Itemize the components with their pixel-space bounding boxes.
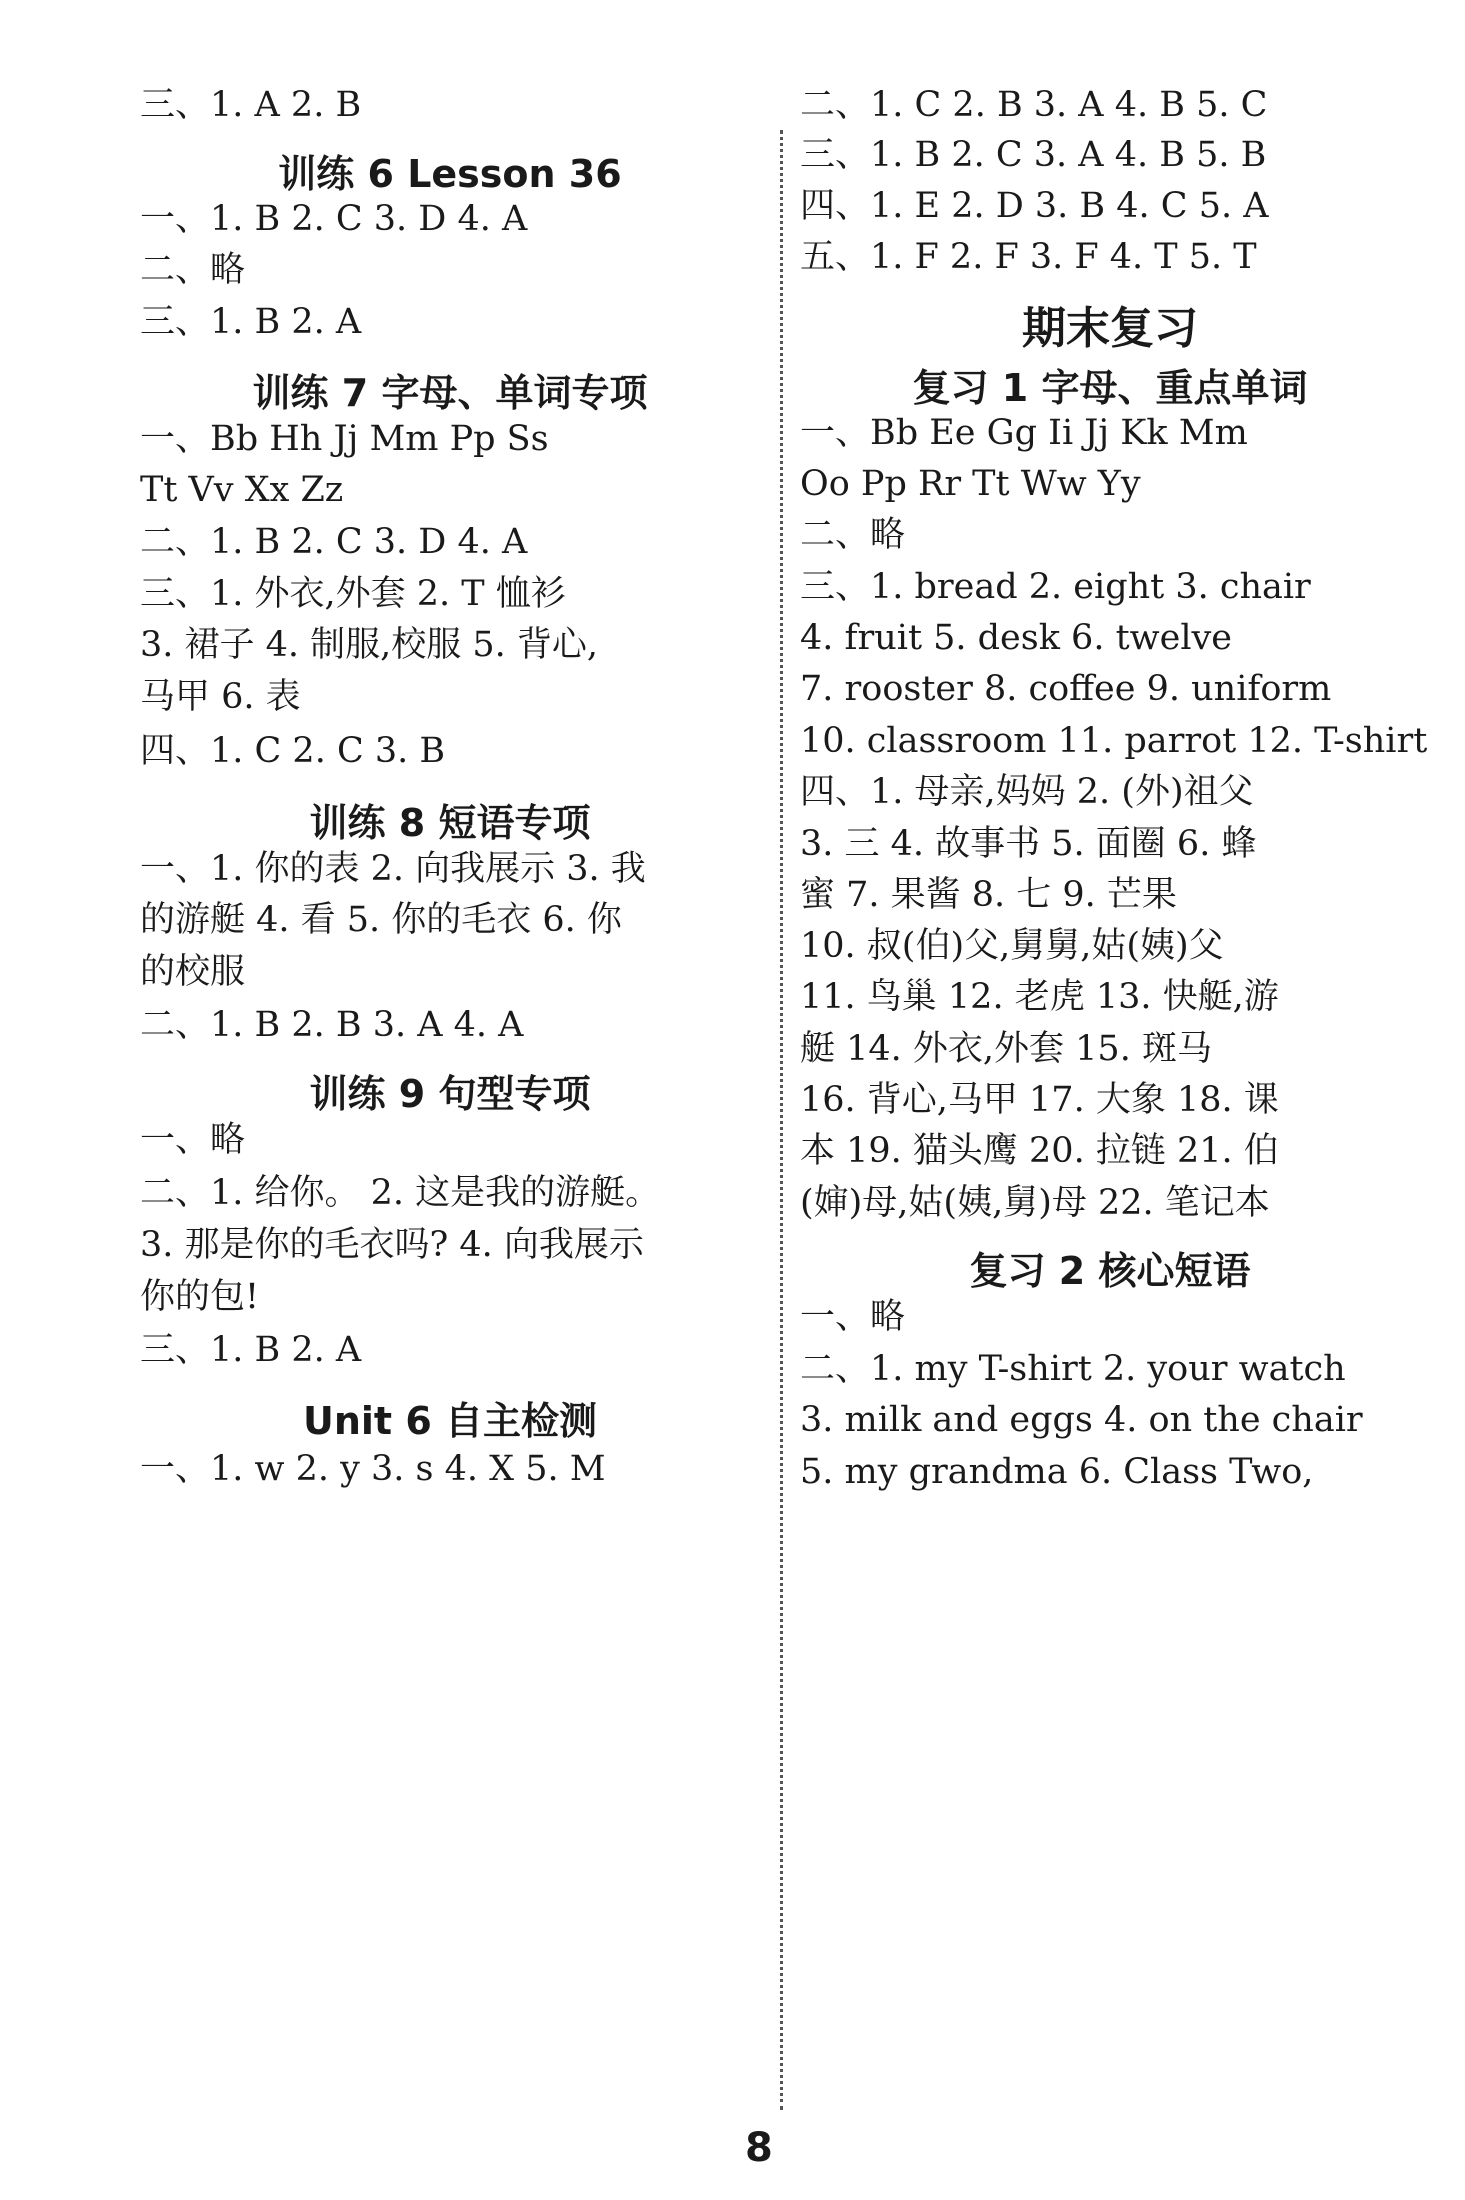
answer-line: 蜜 7. 果酱 8. 七 9. 芒果 <box>800 875 1177 915</box>
answer-line: 3. 那是你的毛衣吗? 4. 向我展示 <box>140 1225 644 1265</box>
answer-line: 马甲 6. 表 <box>140 677 301 717</box>
section-title: 复习 1 字母、重点单词 <box>912 366 1308 410</box>
answer-line: 4. fruit 5. desk 6. twelve <box>800 618 1232 658</box>
answer-line: 三、1. B 2. A <box>140 1330 362 1370</box>
answer-line: 10. classroom 11. parrot 12. T-shirt <box>800 721 1428 761</box>
answer-line: 二、1. my T-shirt 2. your watch <box>800 1349 1346 1389</box>
page-number: 8 <box>745 2125 773 2171</box>
answer-line: 一、1. w 2. y 3. s 4. X 5. M <box>140 1449 606 1489</box>
answer-line: 二、略 <box>140 250 246 290</box>
answer-line: 10. 叔(伯)父,舅舅,姑(姨)父 <box>800 926 1224 966</box>
answer-line: 二、1. 给你。 2. 这是我的游艇。 <box>140 1173 661 1213</box>
answer-line: 3. 三 4. 故事书 5. 面圈 6. 蜂 <box>800 824 1257 864</box>
answer-line: 3. 裙子 4. 制服,校服 5. 背心, <box>140 625 599 665</box>
column-divider <box>780 130 783 2110</box>
answer-line: 三、1. 外衣,外套 2. T 恤衫 <box>140 574 566 614</box>
answer-line: Oo Pp Rr Tt Ww Yy <box>800 464 1141 504</box>
section-title: 训练 7 字母、单词专项 <box>252 371 648 415</box>
answer-line: 一、略 <box>140 1120 246 1160</box>
answer-line: 3. milk and eggs 4. on the chair <box>800 1400 1363 1440</box>
answer-line: 一、Bb Hh Jj Mm Pp Ss <box>140 419 549 459</box>
answer-line: 二、1. C 2. B 3. A 4. B 5. C <box>800 85 1268 125</box>
answer-line: 二、1. B 2. B 3. A 4. A <box>140 1005 524 1045</box>
answer-line: 一、Bb Ee Gg Ii Jj Kk Mm <box>800 413 1248 453</box>
answer-line: 四、1. C 2. C 3. B <box>140 731 446 771</box>
answer-line: 7. rooster 8. coffee 9. uniform <box>800 669 1332 709</box>
section-title: 复习 2 核心短语 <box>969 1249 1251 1293</box>
answer-line: 四、1. E 2. D 3. B 4. C 5. A <box>800 186 1269 226</box>
section-title: 训练 8 短语专项 <box>309 801 591 845</box>
section-title: 期末复习 <box>1022 303 1198 354</box>
answer-line: 四、1. 母亲,妈妈 2. (外)祖父 <box>800 772 1254 812</box>
answer-line: 你的包! <box>140 1277 260 1317</box>
answer-line: 二、1. B 2. C 3. D 4. A <box>140 522 528 562</box>
answer-line: Tt Vv Xx Zz <box>140 470 344 510</box>
section-title: 训练 6 Lesson 36 <box>278 152 622 196</box>
answer-line: 三、1. B 2. C 3. A 4. B 5. B <box>800 135 1267 175</box>
answer-line: 一、1. 你的表 2. 向我展示 3. 我 <box>140 849 646 889</box>
answer-line: 本 19. 猫头鹰 20. 拉链 21. 伯 <box>800 1131 1279 1171</box>
answer-line: 三、1. bread 2. eight 3. chair <box>800 567 1311 607</box>
answer-line: 一、略 <box>800 1297 906 1337</box>
answer-line: 三、1. A 2. B <box>140 85 362 125</box>
answer-line: 三、1. B 2. A <box>140 302 362 342</box>
answer-line: 11. 鸟巢 12. 老虎 13. 快艇,游 <box>800 977 1279 1017</box>
answer-line: 的校服 <box>140 952 246 992</box>
section-title: 训练 9 句型专项 <box>309 1072 591 1116</box>
answer-line: 5. my grandma 6. Class Two, <box>800 1452 1314 1492</box>
answer-line: (婶)母,姑(姨,舅)母 22. 笔记本 <box>800 1183 1270 1223</box>
answer-line: 16. 背心,马甲 17. 大象 18. 课 <box>800 1080 1279 1120</box>
answer-line: 的游艇 4. 看 5. 你的毛衣 6. 你 <box>140 900 622 940</box>
answer-line: 一、1. B 2. C 3. D 4. A <box>140 199 528 239</box>
answer-line: 五、1. F 2. F 3. F 4. T 5. T <box>800 237 1257 277</box>
answer-line: 艇 14. 外衣,外套 15. 斑马 <box>800 1029 1212 1069</box>
answer-line: 二、略 <box>800 515 906 555</box>
section-title: Unit 6 自主检测 <box>303 1399 597 1443</box>
